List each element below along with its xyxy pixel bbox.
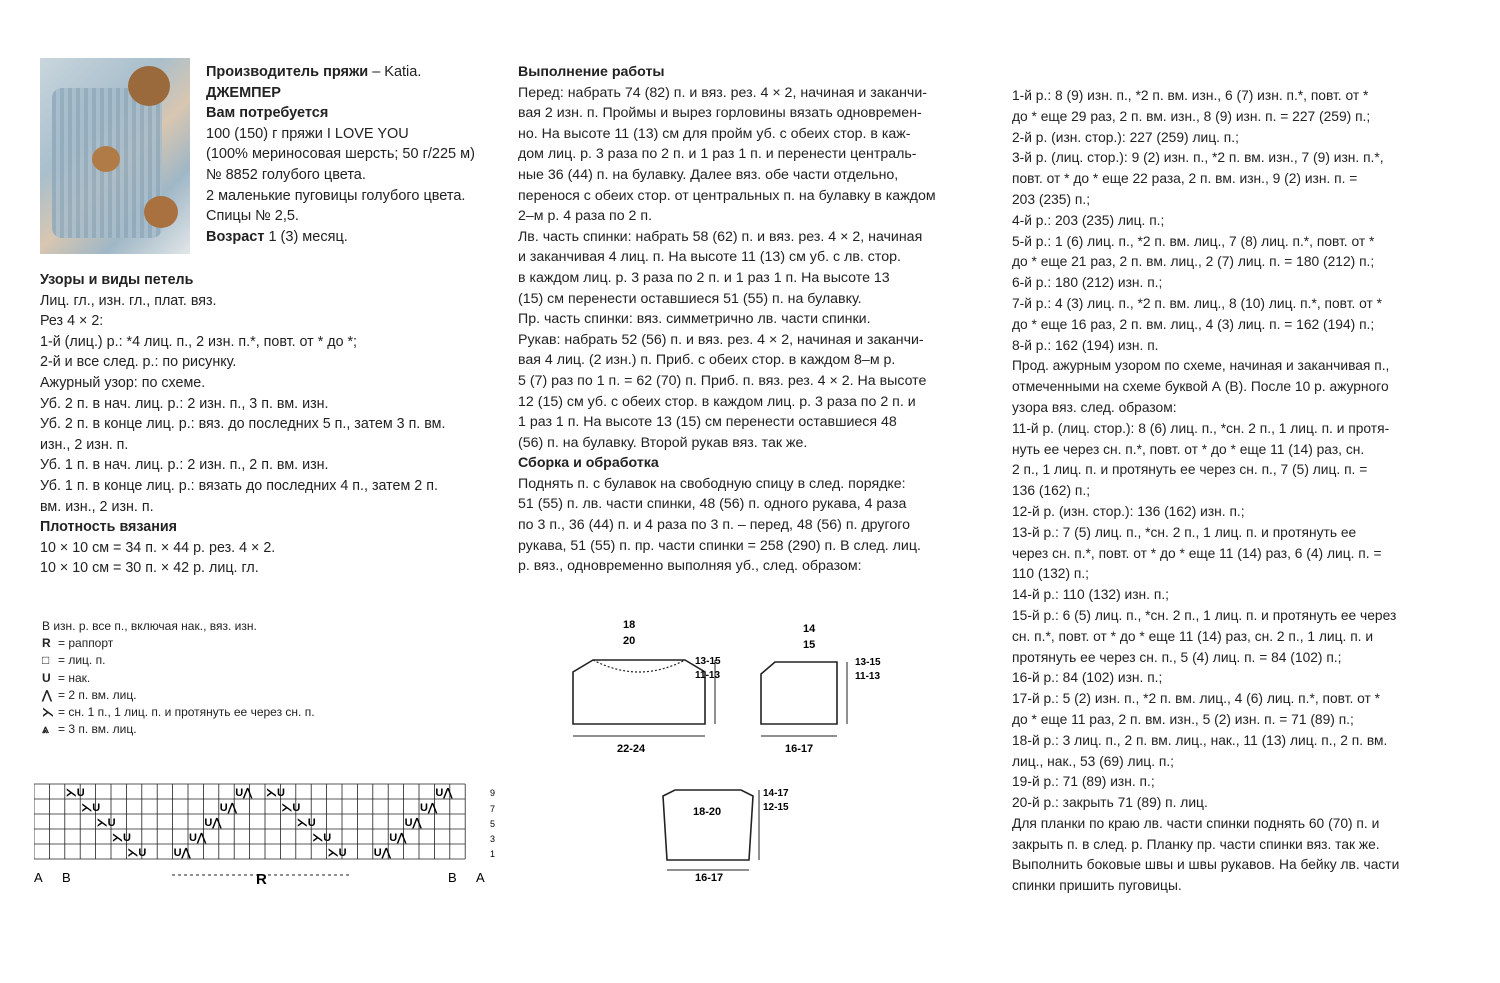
- age-label: Возраст: [206, 228, 265, 245]
- chart-stitch-symbol: U⋀: [435, 787, 453, 799]
- age-line: [206, 227, 475, 248]
- lace-chart: [34, 780, 504, 890]
- chart-stitch-symbol: U⋀: [173, 847, 191, 859]
- dimension-label: 13-15: [695, 656, 721, 667]
- assembly-line: Поднять п. с булавок на свободную спицу в след. порядке:: [518, 475, 906, 492]
- row-line: до * еще 29 раз, 2 п. вм. изн., 8 (9) изн. п. = 227 (259) п.;: [1012, 108, 1371, 124]
- row-line: 4-й р.: 203 (235) лиц. п.;: [1012, 212, 1165, 228]
- k3tog-icon: ⩓: [42, 722, 49, 737]
- row-line: узора вяз. след. образом:: [1012, 399, 1177, 415]
- chart-stitch-symbol: U⋀: [420, 802, 437, 814]
- knit-stitch-icon: □: [42, 653, 50, 668]
- assembly-line: рукава, 51 (55) п. пр. части спинки = 258 (290) п. В след. лиц.: [518, 537, 921, 554]
- material-line: 2 маленькие пуговицы голубого цвета.: [206, 187, 466, 204]
- chart-stitch-symbol: ⋋U: [327, 847, 347, 859]
- chart-stitch-symbol: ⋋U: [81, 802, 101, 814]
- row-line: нуть ее через сн. п.*, повт. от * до * еще 11 (14) раз, сн.: [1012, 441, 1365, 457]
- legend-item: [42, 635, 315, 652]
- row-line: через сн. п.*, повт. от * до * еще 11 (14) раз, 6 (4) лиц. п. =: [1012, 545, 1382, 561]
- row-line: лиц., нак., 53 (69) лиц. п.;: [1012, 753, 1174, 769]
- chart-symbols: [66, 787, 454, 859]
- manufacturer-label: Производитель пряжи: [206, 64, 369, 80]
- legend-text: = лиц. п.: [58, 653, 106, 668]
- row-number: 5: [490, 819, 496, 829]
- dimension-label: 14: [803, 623, 816, 635]
- dimension-label: 13-15: [855, 657, 881, 668]
- dimension-label: 14-17: [763, 788, 789, 799]
- row-number: 1: [490, 849, 496, 859]
- dimension-label: 16-17: [785, 743, 814, 755]
- toy-bear-image: [92, 146, 120, 172]
- row-line: спинки пришить пуговицы.: [1012, 878, 1182, 894]
- pattern-line: Уб. 1 п. в нач. лиц. р.: 2 изн. п., 2 п. вм. изн.: [40, 457, 329, 474]
- repeat-label: R: [256, 871, 267, 888]
- skp-icon: ⋋: [42, 705, 54, 720]
- garment-photo: [40, 58, 190, 254]
- legend-text: = сн. 1 п., 1 лиц. п. и протянуть ее через сн. п.: [58, 705, 315, 720]
- legend-item: [42, 652, 315, 669]
- row-line: 5-й р.: 1 (6) лиц. п., *2 п. вм. лиц., 7 (8) лиц. п.*, повт. от *: [1012, 233, 1375, 249]
- dimension-label: 11-13: [695, 670, 721, 681]
- chart-stitch-symbol: ⋋U: [312, 832, 332, 844]
- row-line: до * еще 11 раз, 2 п. вм. изн., 5 (2) изн. п. = 71 (89) п.;: [1012, 711, 1354, 727]
- materials-heading: Вам потребуется: [206, 105, 329, 122]
- manufacturer-value: – Katia.: [368, 64, 422, 80]
- work-line: но. На высоте 11 (13) см для пройм уб. с обеих стор. в каж-: [518, 125, 911, 142]
- chart-stitch-symbol: U⋀: [235, 787, 253, 799]
- row-line: 16-й р.: 84 (102) изн. п.;: [1012, 670, 1163, 686]
- row-line: 3-й р. (лиц. стор.): 9 (2) изн. п., *2 п. вм. изн., 7 (9) изн. п.*,: [1012, 150, 1384, 166]
- work-line: Лв. часть спинки: набрать 58 (62) п. и вяз. рез. 4 × 2, начиная: [518, 228, 923, 245]
- row-line: сн. п.*, повт. от * до * еще 11 (14) раз, сн. 2 п., 1 лиц. п. и: [1012, 628, 1374, 644]
- legend-item: [42, 687, 315, 704]
- row-line: 13-й р.: 7 (5) лиц. п., *сн. 2 п., 1 лиц. п. и протянуть ее: [1012, 524, 1357, 540]
- work-line: 2–м р. 4 раза по 2 п.: [518, 208, 653, 225]
- work-line: Пр. часть спинки: вяз. симметрично лв. части спинки.: [518, 311, 871, 328]
- chart-stitch-symbol: ⋋U: [96, 817, 116, 829]
- header-block: [206, 62, 475, 247]
- material-line: 100 (150) г пряжи I LOVE YOU: [206, 125, 409, 142]
- dimension-label: 20: [623, 635, 636, 647]
- toy-bear-image: [128, 66, 170, 106]
- dimension-label: 16-17: [695, 872, 724, 884]
- work-line: Перед: набрать 74 (82) п. и вяз. рез. 4 × 2, начиная и заканчи-: [518, 84, 927, 101]
- row-line: закрыть п. в след. р. Планку пр. части спинки вяз. так же.: [1012, 836, 1380, 852]
- chart-stitch-symbol: ⋋U: [65, 787, 85, 799]
- row-line: до * еще 21 раз, 2 п. вм. лиц., 2 (7) лиц. п. = 180 (212) п.;: [1012, 254, 1375, 270]
- repeat-symbol-icon: R: [42, 636, 51, 651]
- material-line: Спицы № 2,5.: [206, 208, 299, 225]
- work-line: 12 (15) см уб. с обеих стор. в каждом лиц. р. 3 раза по 2 п. и: [518, 393, 916, 410]
- dimension-label: 18: [623, 619, 636, 631]
- work-line: ные 36 (44) п. на булавку. Далее вяз. обе части отдельно,: [518, 166, 899, 183]
- assembly-line: по 3 п., 36 (44) п. и 4 раза по 3 п. – перед, 48 (56) п. другого: [518, 517, 910, 534]
- row-number: 3: [490, 834, 496, 844]
- work-line: 1 раз 1 п. На высоте 13 (15) см перенести оставшиеся 48: [518, 414, 897, 431]
- age-value: 1 (3) месяц.: [264, 228, 348, 245]
- work-line: (56) п. на булавку. Второй рукав вяз. так же.: [518, 434, 808, 451]
- row-line: 2 п., 1 лиц. п. и протянуть ее через сн. п., 7 (5) лиц. п. =: [1012, 462, 1368, 478]
- dimension-label: 15: [803, 639, 816, 651]
- chart-stitch-symbol: U⋀: [189, 832, 206, 844]
- chart-stitch-symbol: U⋀: [373, 847, 391, 859]
- row-line: 2-й р. (изн. стор.): 227 (259) лиц. п.;: [1012, 129, 1239, 145]
- row-line: 136 (162) п.;: [1012, 483, 1091, 499]
- row-line: отмеченными на схеме буквой А (В). После 10 р. ажурного: [1012, 379, 1389, 395]
- back-shape: [761, 662, 837, 724]
- rows-section: [1012, 86, 1399, 897]
- row-line: 20-й р.: закрыть 71 (89) п. лиц.: [1012, 795, 1208, 811]
- chart-stitch-symbol: ⋋U: [112, 832, 131, 844]
- pattern-line: Рез 4 × 2:: [40, 313, 104, 330]
- legend-intro: В изн. р. все п., включая нак., вяз. изн.: [42, 619, 257, 633]
- start-label-b: B: [62, 870, 71, 885]
- work-line: перенося с обеих стор. от центральных п. на булавку в каждом: [518, 187, 936, 204]
- row-line: 19-й р.: 71 (89) изн. п.;: [1012, 774, 1155, 790]
- front-schematic: [565, 612, 735, 760]
- chart-stitch-symbol: ⋋U: [266, 787, 285, 799]
- pattern-line: Лиц. гл., изн. гл., плат. вяз.: [40, 292, 217, 309]
- assembly-line: р. вяз., одновременно выполняя уб., след. образом:: [518, 558, 862, 575]
- row-line: до * еще 16 раз, 2 п. вм. лиц., 4 (3) лиц. п. = 162 (194) п.;: [1012, 316, 1375, 332]
- work-line: вая 2 изн. п. Проймы и вырез горловины вязать одновремен-: [518, 105, 922, 122]
- dimension-label: 12-15: [763, 802, 789, 813]
- row-line: 7-й р.: 4 (3) лиц. п., *2 п. вм. лиц., 8 (10) лиц. п.*, повт. от *: [1012, 295, 1383, 311]
- assembly-line: 51 (55) п. лв. части спинки, 48 (56) п. одного рукава, 4 раза: [518, 496, 907, 513]
- k2tog-icon: ⋀: [42, 687, 52, 702]
- material-line: № 8852 голубого цвета.: [206, 166, 366, 183]
- chart-stitch-symbol: U⋀: [219, 802, 237, 814]
- work-line: вая 4 лиц. (2 изн.) п. Приб. с обеих стор. в каждом 8–м р.: [518, 352, 896, 369]
- row-line: протянуть ее через сн. п., 5 (4) лиц. п. = 84 (102) п.;: [1012, 649, 1342, 665]
- density-line: 10 × 10 см = 30 п. × 42 р. лиц. гл.: [40, 560, 259, 577]
- pattern-line: Уб. 2 п. в нач. лиц. р.: 2 изн. п., 3 п. вм. изн.: [40, 395, 329, 412]
- work-line: в каждом лиц. р. 3 раза по 2 п. и 1 раз 1 п. На высоте 13: [518, 269, 890, 286]
- density-line: 10 × 10 см = 34 п. × 44 р. рез. 4 × 2.: [40, 539, 276, 556]
- pattern-line: вм. изн., 2 изн. п.: [40, 498, 154, 515]
- pattern-line: Уб. 1 п. в конце лиц. р.: вязать до последних 4 п., затем 2 п.: [40, 477, 438, 494]
- row-line: 12-й р. (изн. стор.): 136 (162) изн. п.;: [1012, 503, 1245, 519]
- end-label-b: B: [448, 870, 457, 885]
- pattern-line: Ажурный узор: по схеме.: [40, 374, 206, 391]
- end-label-a: A: [476, 870, 485, 885]
- work-heading: Выполнение работы: [518, 64, 665, 80]
- chart-stitch-symbol: U⋀: [404, 817, 422, 829]
- row-line: 203 (235) п.;: [1012, 191, 1091, 207]
- pattern-line: изн., 2 изн. п.: [40, 436, 129, 453]
- row-line: 14-й р.: 110 (132) изн. п.;: [1012, 587, 1169, 603]
- row-line: Выполнить боковые швы и швы рукавов. На бейку лв. части: [1012, 857, 1400, 873]
- work-section: [518, 62, 936, 577]
- patterns-heading: Узоры и виды петель: [40, 272, 194, 288]
- work-line: и заканчивая 4 лиц. п. На высоте 11 (13) см уб. с лв. стор.: [518, 249, 901, 266]
- front-neckline: [593, 660, 685, 672]
- material-line: (100% мериносовая шерсть; 50 г/225 м): [206, 146, 475, 163]
- row-line: 15-й р.: 6 (5) лиц. п., *сн. 2 п., 1 лиц. п. и протянуть ее через: [1012, 607, 1397, 623]
- work-line: 5 (7) раз по 1 п. = 62 (70) п. Приб. п. вяз. рез. 4 × 2. На высоте: [518, 372, 927, 389]
- chart-stitch-symbol: U⋀: [389, 832, 407, 844]
- row-line: Для планки по краю лв. части спинки поднять 60 (70) п. и: [1012, 815, 1380, 831]
- chart-stitch-symbol: ⋋U: [296, 817, 316, 829]
- patterns-section: [40, 270, 446, 579]
- back-schematic: [755, 612, 895, 760]
- dimension-label: 18-20: [693, 806, 722, 818]
- sleeve-schematic: [655, 780, 805, 886]
- start-label-a: A: [34, 870, 43, 885]
- row-number: 9: [490, 788, 496, 798]
- row-line: 8-й р.: 162 (194) изн. п.: [1012, 337, 1159, 353]
- dimension-label: 11-13: [855, 671, 881, 682]
- density-heading: Плотность вязания: [40, 519, 178, 536]
- manufacturer-line: [206, 62, 475, 83]
- legend-item: [42, 721, 315, 738]
- row-line: 18-й р.: 3 лиц. п., 2 п. вм. лиц., нак., 11 (13) лиц. п., 2 п. вм.: [1012, 732, 1388, 748]
- legend-text: = 3 п. вм. лиц.: [58, 722, 137, 737]
- row-line: повт. от * до * еще 22 раза, 2 п. вм. изн., 9 (2) изн. п. =: [1012, 171, 1358, 187]
- assembly-heading: Сборка и обработка: [518, 455, 659, 472]
- row-line: 11-й р. (лиц. стор.): 8 (6) лиц. п., *сн. 2 п., 1 лиц. п. и протя-: [1012, 420, 1390, 436]
- work-line: дом лиц. р. 3 раза по 2 п. и 1 раз 1 п. и перенести централь-: [518, 146, 917, 163]
- chart-legend: [42, 618, 315, 738]
- dimension-label: 22-24: [617, 743, 646, 755]
- legend-item: [42, 670, 315, 687]
- chart-stitch-symbol: ⋋U: [281, 802, 301, 814]
- pattern-line: 2-й и все след. р.: по рисунку.: [40, 354, 237, 371]
- legend-text: = 2 п. вм. лиц.: [58, 687, 137, 702]
- legend-item: [42, 704, 315, 721]
- front-shape: [573, 660, 705, 724]
- work-line: (15) см перенести оставшиеся 51 (55) п. на булавку.: [518, 290, 862, 307]
- row-line: Прод. ажурным узором по схеме, начиная и заканчивая п.,: [1012, 358, 1390, 374]
- row-line: 17-й р.: 5 (2) изн. п., *2 п. вм. лиц., 4 (6) лиц. п.*, повт. от *: [1012, 691, 1381, 707]
- toy-bear-image: [144, 196, 178, 228]
- row-number: 7: [490, 804, 496, 814]
- legend-text: = нак.: [58, 670, 91, 685]
- row-line: 110 (132) п.;: [1012, 566, 1090, 582]
- yarn-over-icon: U: [42, 670, 51, 685]
- pattern-line: Уб. 2 п. в конце лиц. р.: вяз. до последних 5 п., затем 3 п. вм.: [40, 416, 446, 433]
- pattern-line: 1-й (лиц.) р.: *4 лиц. п., 2 изн. п.*, повт. от * до *;: [40, 333, 358, 350]
- page-title: ДЖЕМПЕР: [206, 84, 281, 101]
- legend-text: = раппорт: [58, 636, 114, 651]
- row-line: 6-й р.: 180 (212) изн. п.;: [1012, 275, 1163, 291]
- sleeve-shape: [663, 790, 753, 860]
- row-line: 1-й р.: 8 (9) изн. п., *2 п. вм. изн., 6 (7) изн. п.*, повт. от *: [1012, 88, 1369, 103]
- chart-stitch-symbol: ⋋U: [127, 847, 147, 859]
- chart-stitch-symbol: U⋀: [204, 817, 222, 829]
- work-line: Рукав: набрать 52 (56) п. и вяз. рез. 4 × 2, начиная и заканчи-: [518, 331, 924, 348]
